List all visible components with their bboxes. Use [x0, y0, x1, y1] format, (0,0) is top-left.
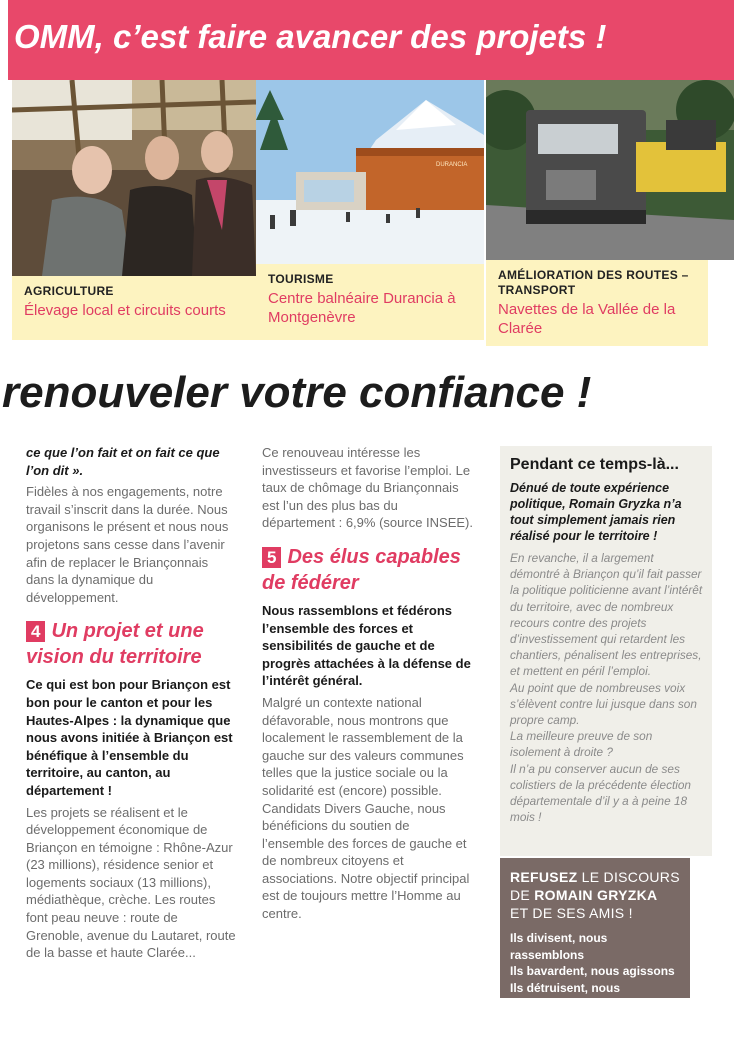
caption-subtitle: Centre balnéaire Durancia à Montgenèvre — [268, 290, 456, 326]
top-banner — [8, 0, 734, 80]
list-item: Ils divisent, nous rassemblons — [510, 931, 608, 962]
photo-agriculture — [12, 80, 256, 276]
refuse-word: REFUSEZ — [510, 869, 578, 885]
intro-paragraph: Fidèles à nos engagements, notre travail s’inscrit dans la durée. Nous organisons le présent et nous nous projetons sans cesse dans l’avenir afin de replacer le Briançonnais dans la dynamique du développement. — [26, 484, 229, 605]
column-2 — [262, 444, 474, 923]
section-5-paragraph: Malgré un contexte national défavorable, nous montrons que localement le rassemblement de la gauche sur des valeurs communes telles que la justice sociale ou la solidarité est (encore) possible. Candidats Divers Gauche, nous bénéficions du soutien de l’ensemble des forces de gauche et de nombreux citoyens et associations. Notre objectif principal est de toujours mettre l’Homme au centre. — [262, 694, 470, 922]
tourism-photo-illustration — [256, 80, 484, 264]
sidebar-paragraph: En revanche, il a largement démontré à Briançon qu’il fait passer la politique politicienne avant l’intérêt du territoire, avec de nombreux recours contre des projets d’investissement qui retardent les chantiers, pénalisent les entreprises, et mettent en péril l’emploi. — [510, 551, 703, 679]
col2-intro-paragraph: Ce renouveau intéresse les investisseurs et favorise l’emploi. Le taux de chômage du Briançonnais est l’un des plus bas du département : 6,9% (source INSEE). — [262, 445, 473, 531]
refuse-name: ROMAIN GRYZKA — [534, 887, 658, 903]
caption-title: TOURISME — [268, 272, 334, 286]
refuse-prefix: DE — [510, 887, 535, 903]
agriculture-photo-illustration — [12, 80, 256, 276]
list-item: Ils paralysent, nous impulsons — [510, 1013, 623, 1044]
sidebar-paragraph: Au point que de nombreuses voix s’élèvent contre lui jusque dans son propre camp. — [510, 680, 697, 728]
section-title: Un projet et une vision du territoire — [26, 620, 204, 669]
sidebar-lead: Dénué de toute expérience politique, Romain Gryzka n’a tout simplement jamais rien réalisé pour le territoire ! — [510, 481, 682, 543]
section-5-heading — [262, 544, 474, 596]
photo-tourism — [256, 80, 484, 264]
refuse-box — [500, 858, 690, 1044]
intro-quote: ce que l’on fait et on fait ce que l’on dit ». — [26, 445, 220, 478]
section-4-lead: Ce qui est bon pour Briançon est bon pour le canton et pour les Hautes-Alpes : la dynamique que nous avons initiée à Briançon est bénéfique à l’ensemble du territoire, au canton, au département ! — [26, 677, 233, 798]
caption-agriculture — [12, 276, 256, 340]
section-4-heading — [26, 618, 236, 670]
refuse-list — [510, 930, 680, 1046]
section-4-paragraph: Les projets se réalisent et le développement économique de Briançon en témoigne : Rhône-Azur (23 millions), résidence senior et logements sociaux (13 millions), médiathèque, crèche. Les routes font peau neuve : route de Grenoble, avenue du Lautaret, route de la basse et haute Clarée... — [26, 804, 236, 961]
main-headline: renouveler votre confiance ! — [2, 368, 592, 417]
caption-title: AGRICULTURE — [24, 284, 114, 298]
column-1 — [26, 444, 236, 962]
refuse-rest: LE DISCOURS — [577, 869, 680, 885]
refuse-line-3: ET DE SES AMIS ! — [510, 905, 633, 921]
section-5-lead: Nous rassemblons et fédérons l’ensemble des forces et sensibilités de gauche et de progrès attachées à la défense de l’intérêt général. — [262, 602, 471, 689]
roads-photo-illustration — [486, 80, 734, 260]
list-item: Ils détruisent, nous construisons — [510, 980, 621, 1011]
refuse-line-1 — [510, 868, 680, 886]
section-number-badge: 4 — [26, 621, 45, 642]
sidebar-paragraph: Il n’a pu conserver aucun de ses colistiers de la précédente élection départementale d’il y a à peine 18 mois ! — [510, 761, 691, 825]
caption-subtitle: Élevage local et circuits courts — [24, 302, 226, 319]
caption-roads — [486, 260, 708, 346]
section-number-badge: 5 — [262, 547, 281, 568]
photo-roads — [486, 80, 734, 260]
sidebar-meanwhile — [500, 446, 712, 856]
sidebar-paragraph: La meilleure preuve de son isolement à droite ? — [510, 729, 653, 760]
caption-subtitle: Navettes de la Vallée de la Clarée — [498, 301, 676, 337]
section-title: Des élus capables de fédérer — [262, 545, 461, 594]
caption-tourism — [256, 264, 484, 340]
durancia-sign: DURANCIA — [436, 162, 468, 168]
banner-headline: OMM, c’est faire avancer des projets ! — [14, 18, 607, 55]
caption-title: AMÉLIORATION DES ROUTES – TRANSPORT — [498, 268, 689, 297]
list-item: Ils bavardent, nous agissons — [510, 964, 675, 978]
refuse-line-2 — [510, 886, 680, 904]
sidebar-title: Pendant ce temps-là... — [510, 456, 679, 473]
